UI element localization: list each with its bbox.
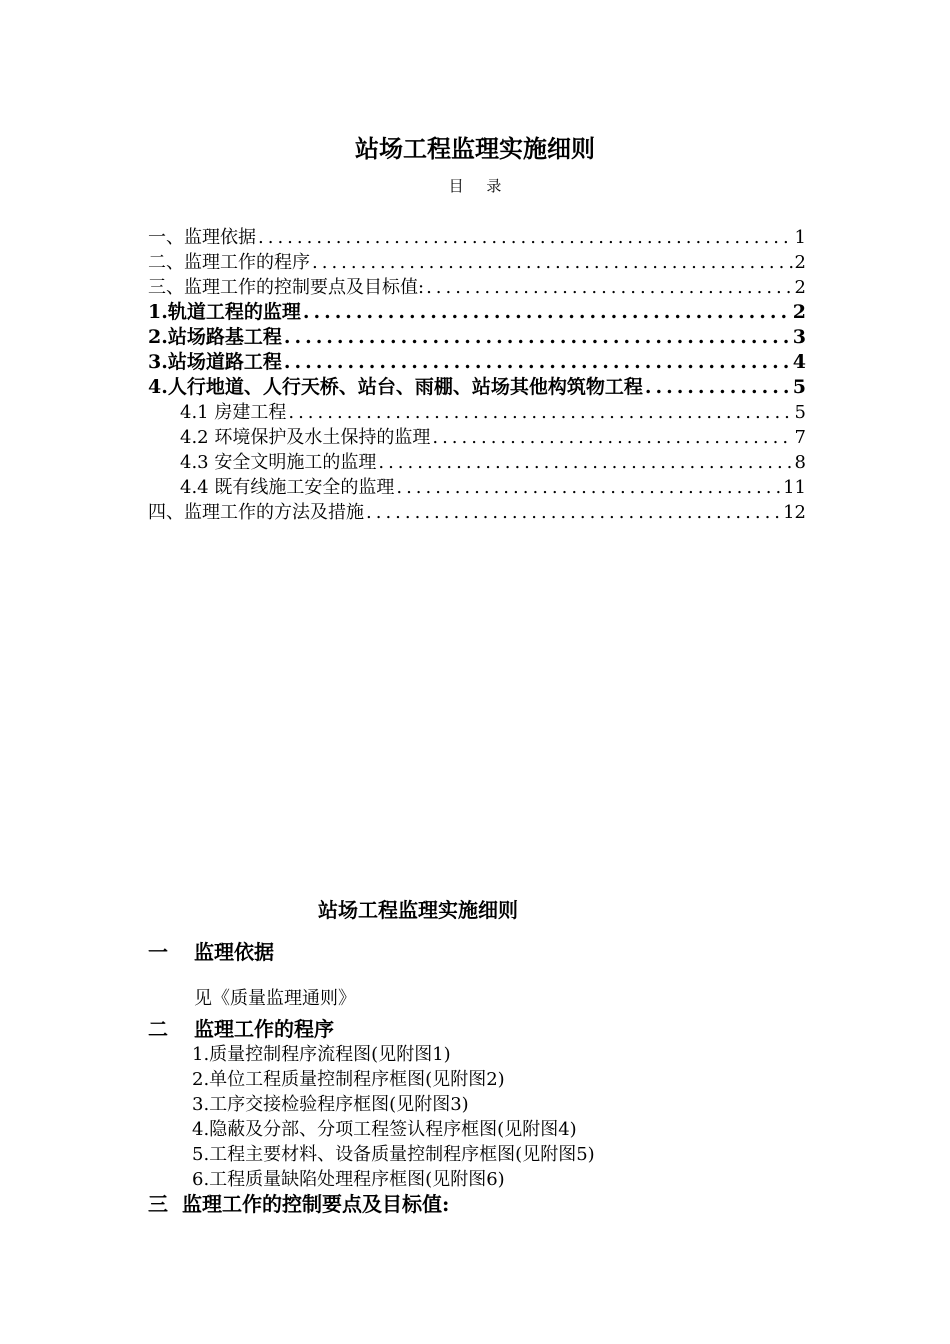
toc-entry[interactable] — [148, 375, 806, 400]
heading-number: 一 — [148, 940, 168, 964]
toc-leader-dots — [258, 225, 793, 250]
procedure-list — [192, 1042, 595, 1192]
toc-entry-text: 4.人行地道、人行天桥、站台、雨棚、站场其他构筑物工程 — [148, 376, 643, 398]
toc-entry-text: 4.3 安全文明施工的监理 — [180, 452, 377, 473]
toc-entry-text: 4.1 房建工程 — [180, 402, 287, 423]
list-item: 2.单位工程质量控制程序框图(见附图2) — [192, 1069, 505, 1090]
toc-page-number: 11 — [783, 477, 806, 498]
heading-text: 监理工作的程序 — [194, 1017, 334, 1041]
toc-leader-dots — [366, 500, 781, 525]
table-of-contents — [148, 225, 806, 525]
toc-entry-text: 4.4 既有线施工安全的监理 — [180, 477, 395, 498]
toc-leader-dots — [284, 350, 791, 375]
toc-entry[interactable] — [148, 325, 806, 350]
list-item: 6.工程质量缺陷处理程序框图(见附图6) — [192, 1169, 505, 1190]
toc-entry[interactable] — [148, 350, 806, 375]
toc-entry[interactable] — [148, 400, 806, 425]
toc-page-number: 2 — [794, 252, 806, 273]
toc-page-number: 5 — [794, 402, 806, 423]
toc-page-number: 4 — [792, 351, 806, 373]
toc-page-number: 2 — [794, 277, 806, 298]
list-item: 4.隐蔽及分部、分项工程签认程序框图(见附图4) — [192, 1119, 577, 1140]
toc-leader-dots — [396, 475, 781, 500]
section-1-body: 见《质量监理通则》 — [194, 988, 356, 1009]
heading-section-2 — [148, 1015, 334, 1043]
toc-entry-text: 4.2 环境保护及水土保持的监理 — [180, 427, 431, 448]
toc-leader-dots — [378, 450, 792, 475]
toc-page-number: 12 — [783, 502, 806, 523]
toc-entry-text: 1.轨道工程的监理 — [148, 301, 301, 323]
toc-entry-text: 三、监理工作的控制要点及目标值: — [148, 277, 425, 298]
heading-section-1 — [148, 938, 274, 966]
toc-entry[interactable] — [148, 500, 806, 525]
toc-page-number: 1 — [794, 227, 806, 248]
toc-entry-text: 四、监理工作的方法及措施 — [148, 502, 364, 523]
toc-entry[interactable] — [148, 300, 806, 325]
heading-number: 三 — [148, 1192, 168, 1216]
toc-entry[interactable] — [148, 250, 806, 275]
toc-leader-dots — [284, 325, 791, 350]
toc-entry-text: 二、监理工作的程序 — [148, 252, 310, 273]
toc-page-number: 3 — [792, 326, 806, 348]
heading-text: 监理依据 — [194, 940, 274, 964]
section-page-title: 站场工程监理实施细则 — [318, 898, 518, 922]
toc-page-number: 7 — [794, 427, 806, 448]
list-item: 5.工程主要材料、设备质量控制程序框图(见附图5) — [192, 1144, 595, 1165]
toc-leader-dots — [426, 275, 792, 300]
heading-number: 二 — [148, 1017, 168, 1041]
toc-leader-dots — [312, 250, 793, 275]
toc-leader-dots — [432, 425, 792, 450]
toc-entry-text: 3.站场道路工程 — [148, 351, 282, 373]
toc-leader-dots — [645, 375, 791, 400]
toc-entry-text: 一、监理依据 — [148, 227, 256, 248]
toc-entry-text: 2.站场路基工程 — [148, 326, 282, 348]
list-item: 3.工序交接检验程序框图(见附图3) — [192, 1094, 469, 1115]
toc-page-number: 8 — [794, 452, 806, 473]
heading-text: 监理工作的控制要点及目标值: — [182, 1192, 450, 1216]
heading-section-3 — [148, 1190, 449, 1218]
toc-leader-dots — [303, 300, 791, 325]
toc-entry[interactable] — [148, 275, 806, 300]
document-title: 站场工程监理实施细则 — [355, 134, 595, 163]
toc-leader-dots — [288, 400, 792, 425]
toc-heading: 目 录 — [448, 177, 502, 195]
toc-page-number: 5 — [792, 376, 806, 398]
toc-page-number: 2 — [792, 301, 806, 323]
toc-entry[interactable] — [148, 425, 806, 450]
list-item: 1.质量控制程序流程图(见附图1) — [192, 1044, 451, 1065]
toc-entry[interactable] — [148, 450, 806, 475]
toc-entry[interactable] — [148, 225, 806, 250]
toc-entry[interactable] — [148, 475, 806, 500]
